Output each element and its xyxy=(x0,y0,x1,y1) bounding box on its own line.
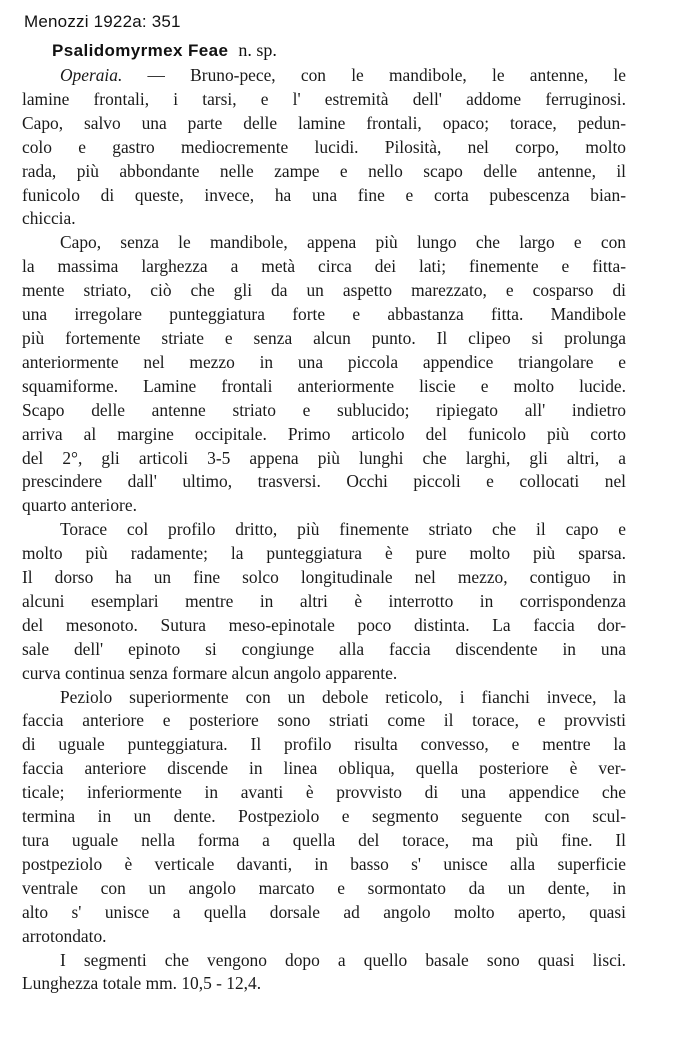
text-line: Il dorso ha un fine solco longitudinale nel mezzo, contiguo in xyxy=(22,567,626,588)
caste-label: Operaia. xyxy=(60,65,123,85)
text-line: Lunghezza totale mm. 10,5 - 12,4. xyxy=(22,973,262,994)
text-line: quarto anteriore. xyxy=(22,495,137,516)
description-body xyxy=(22,64,626,996)
text-line: del mesonoto. Sutura meso-epinotale poco distinta. La faccia dor- xyxy=(22,614,626,635)
text-line: alcuni esemplari mentre in altri è interrotto in corrispondenza xyxy=(22,590,626,611)
text-line: rada, più abbondante nelle zampe e nello scapo delle antenne, il xyxy=(22,160,626,181)
species-status: n. sp. xyxy=(238,40,277,60)
text-line: curva continua senza formare alcun angolo apparente. xyxy=(22,662,398,683)
species-title xyxy=(52,40,277,61)
text-line: sale dell' epinoto si congiunge alla faccia discendente in una xyxy=(22,638,626,659)
text-line: del 2°, gli articoli 3-5 appena più lunghi che larghi, gli altri, a xyxy=(22,447,626,468)
citation-label: Menozzi 1922a: 351 xyxy=(24,12,181,31)
text-line: faccia anteriore e posteriore sono striati come il torace, e provvisti xyxy=(22,710,626,731)
paragraph-gaster-length xyxy=(22,949,626,997)
text-line: Torace col profilo dritto, più finemente striato che il capo e xyxy=(60,519,626,540)
text-line: alto s' unisce a quella dorsale ad angolo molto aperto, quasi xyxy=(22,901,626,922)
text-line: anteriormente nel mezzo in una piccola appendice triangolare e xyxy=(22,351,626,372)
paragraph-petiole xyxy=(22,686,626,949)
text-line: Scapo delle antenne striato e sublucido; ripiegato all' indietro xyxy=(22,399,626,420)
text-line: una irregolare punteggiatura forte e abbastanza fitta. Mandibole xyxy=(22,304,626,325)
text-line xyxy=(22,64,626,88)
text-line: tura uguale nella forma a quella del torace, ma più fine. Il xyxy=(22,830,626,850)
text-line: chiccia. xyxy=(22,208,76,229)
paragraph-head xyxy=(22,231,626,518)
text-line: colo e gastro mediocremente lucidi. Pilosità, nel corpo, molto xyxy=(22,136,626,157)
text-line: lamine frontali, i tarsi, e l' estremità dell' addome ferruginosi. xyxy=(22,88,626,109)
text-line: più fortemente striate e senza alcun punto. Il clipeo si prolunga xyxy=(22,327,626,348)
text-line: postpeziolo è verticale davanti, in basso s' unisce alla superficie xyxy=(22,853,626,874)
text-line: molto più radamente; la punteggiatura è pure molto più sparsa. xyxy=(22,543,626,564)
text-line: prescindere dall' ultimo, trasversi. Occhi piccoli e collocati nel xyxy=(22,471,626,492)
text-line: I segmenti che vengono dopo a quello basale sono quasi lisci. xyxy=(60,949,626,970)
text-line-content: — Bruno-pece, con le mandibole, le antenne, le xyxy=(147,65,626,85)
text-line: la massima larghezza a metà circa dei lati; finemente e fitta- xyxy=(22,256,626,277)
text-line: termina in un dente. Postpeziolo e segmento seguente con scul- xyxy=(22,806,626,827)
text-line: Peziolo superiormente con un debole reticolo, i fianchi invece, la xyxy=(60,686,626,707)
text-line: ticale; inferiormente in avanti è provvisto di una appendice che xyxy=(22,782,626,803)
paragraph-thorax xyxy=(22,518,626,685)
text-line: ventrale con un angolo marcato e sormontato da un dente, in xyxy=(22,877,626,898)
text-line: Capo, senza le mandibole, appena più lungo che largo e con xyxy=(60,232,626,253)
text-line: faccia anteriore discende in linea obliqua, quella posteriore è ver- xyxy=(22,758,626,779)
text-line: arriva al margine occipitale. Primo articolo del funicolo più corto xyxy=(22,423,626,444)
text-line: Capo, salvo una parte delle lamine frontali, opaco; torace, pedun- xyxy=(22,112,626,133)
text-line: funicolo di queste, invece, ha una fine e corta pubescenza bian- xyxy=(22,184,626,205)
paragraph-worker-general xyxy=(22,64,626,231)
species-name: Psalidomyrmex Feae xyxy=(52,41,229,60)
text-line: arrotondato. xyxy=(22,925,107,946)
text-line: squamiforme. Lamine frontali anteriormente liscie e molto lucide. xyxy=(22,375,626,396)
text-line: mente striato, ciò che gli da un aspetto marezzato, e cosparso di xyxy=(22,280,626,301)
text-line: di uguale punteggiatura. Il profilo risulta convesso, e mentre la xyxy=(22,734,626,755)
